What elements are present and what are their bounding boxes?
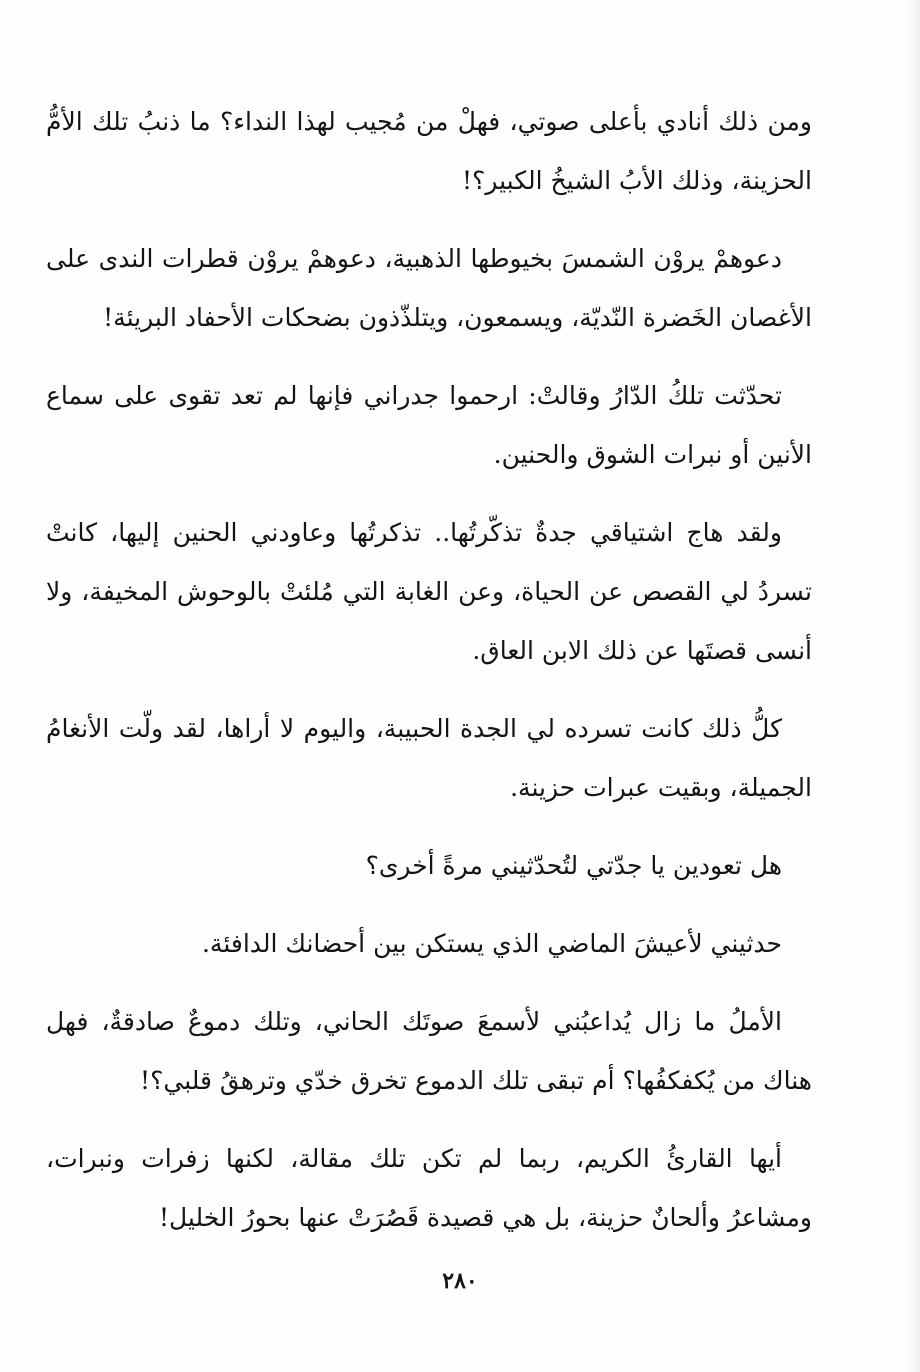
- paragraph: الأملُ ما زال يُداعبُني لأسمعَ صوتَك الحاني، وتلك دموعٌ صادقةٌ، فهل هناك من يُكفكفُها؟ أم تبقى تلك الدموع تخرق خدّي وترهقُ قلبي؟!: [46, 1007, 812, 1095]
- paragraph: كلُّ ذلك كانت تسرده لي الجدة الحبيبة، واليوم لا أراها، لقد ولّت الأنغامُ الجميلة، وبقيت عبرات حزينة.: [46, 714, 812, 802]
- paragraph: حدثيني لأعيشَ الماضي الذي يستكن بين أحضانك الدافئة.: [201, 929, 782, 958]
- page-number: ٢٨٠: [442, 1268, 478, 1294]
- paragraph: ولقد هاج اشتياقي جدةٌ تذكّرتُها.. تذكرتُها وعاودني الحنين إليها، كانتْ تسردُ لي القصص عن الحياة، وعن الغابة التي مُلئتْ بالوحوش المخيفة، ولا أنسى قصتَها عن ذلك الابن العاق.: [46, 518, 812, 665]
- paragraph: أيها القارئُ الكريم، ربما لم تكن تلك مقالة، لكنها زفرات ونبرات، ومشاعرُ وألحانٌ حزينة، بل هي قصيدة قَصُرَتْ عنها بحورُ الخليل!: [46, 1144, 812, 1232]
- paragraph: هل تعودين يا جدّتي لتُحدّثيني مرةً أخرى؟: [365, 851, 782, 880]
- paragraph: دعوهمْ يروْن الشمسَ بخيوطها الذهبية، دعوهمْ يروْن قطرات الندى على الأغصان الخَضرة النّديّة، ويسمعون، ويتلذّذون بضحكات الأحفاد البريئة!: [46, 244, 812, 332]
- paragraph: تحدّثت تلكُ الدّارُ وقالتْ: ارحموا جدراني فإنها لم تعد تقوى على سماع الأنين أو نبرات الشوق والحنين.: [46, 381, 812, 469]
- paragraph: ومن ذلك أنادي بأعلى صوتي، فهلْ من مُجيب لهذا النداء؟ ما ذنبُ تلك الأمُّ الحزينة، وذلك الأبُ الشيخُ الكبير؟!: [46, 107, 812, 195]
- scan-edge-shadow: [906, 0, 920, 1372]
- body-text: [46, 92, 812, 1266]
